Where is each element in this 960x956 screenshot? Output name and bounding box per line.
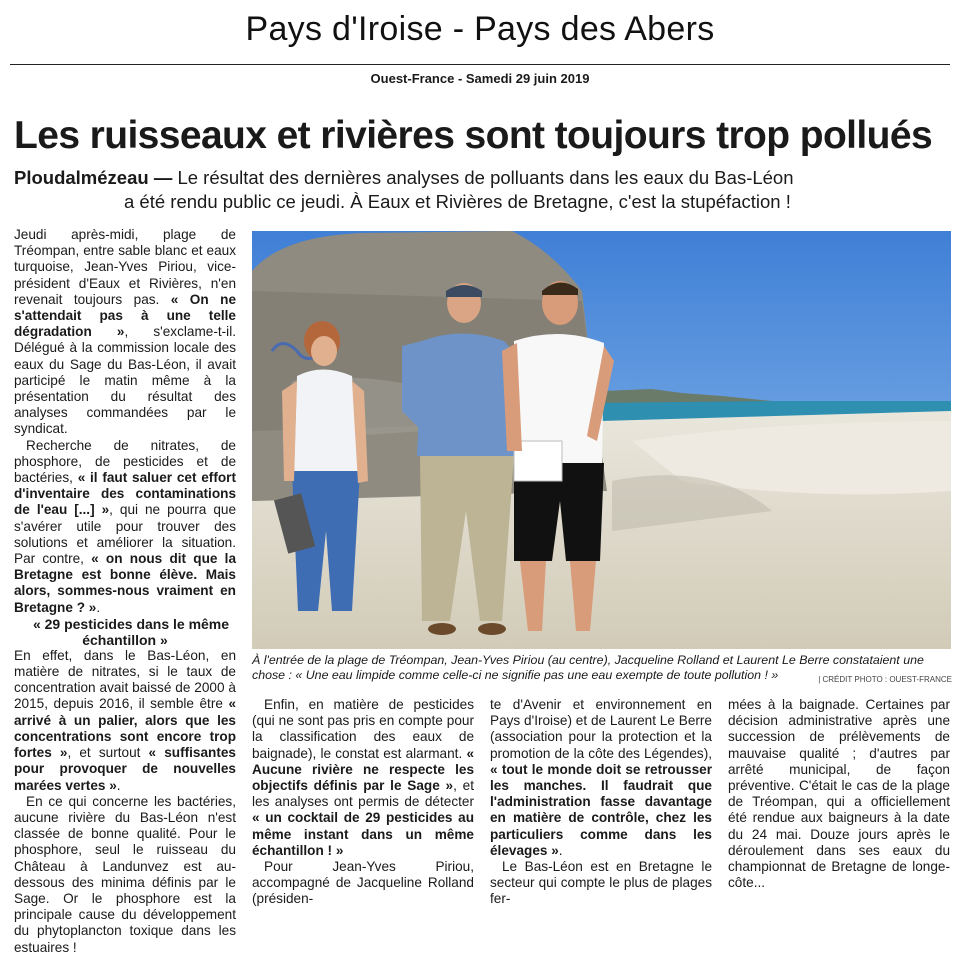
dateline: Ouest-France - Samedi 29 juin 2019 [370, 71, 590, 86]
photo-credit: | CRÉDIT PHOTO : OUEST-FRANCE [818, 675, 952, 684]
col4-paragraph-1: mées à la baignade. Certaines par décision administrative après une succession de prélèvements de mauvaise qualité ; d'autres par arrêté municipal, de façon préventive. C'était le cas de la plage de Tréompan, qui a officiellement été rendue aux baigneurs à la date du 24 mai. Douze jours après le déroulement dans ses eaux du championnat de Bretagne de longe-côte... [728, 697, 950, 891]
lead-line-2: a été rendu public ce jeudi. À Eaux et Rivières de Bretagne, c'est la stupéfaction ! [124, 191, 791, 212]
intertitle: « 29 pesticides dans le même échantillon » [32, 615, 230, 648]
article-column-1 [14, 227, 236, 956]
article-column-4 [728, 697, 950, 891]
lead-line-1: Le résultat des dernières analyses de polluants dans les eaux du Bas-Léon [172, 167, 794, 188]
col1-paragraph-2: Recherche de nitrates, de phosphore, de pesticides et de bactéries, « il faut saluer cet effort d'inventaire des contaminations de l'eau [...] », qui ne pourra que s'avérer utile pour trouver des solutions et améliorer la situation. Par contre, « on nous dit que la Bretagne est bonne élève. Mais alors, sommes-nous vraiment en Bretagne ? ». [14, 437, 237, 615]
col1-paragraph-3: En effet, dans le Bas-Léon, en matière de nitrates, si le taux de concentration avait baissé de 2000 à 2015, depuis 2016, il semble être « arrivé à un palier, alors que les concentrations sont encore trop fortes », et surtout « suffisantes pour provoquer de nouvelles marées vertes ». [14, 647, 236, 793]
col1-paragraph-1: Jeudi après-midi, plage de Tréompan, entre sable blanc et eaux turquoise, Jean-Yves Piriou, vice-président d'Eaux et Rivières, n'en revenait toujours pas. « On ne s'attendait pas à une telle dégradation », s'exclame-t-il. Délégué à la commission locale des eaux du Sage du Bas-Léon, il avait participé le matin même à la présentation du résultat des analyses commandées par le syndicat. [14, 227, 237, 437]
col3-paragraph-1: te d'Avenir et environnement en Pays d'Iroise) et de Laurent Le Berre (association pour la protection et la promotion de la côte des Légendes), « tout le monde doit se retrousser les manches. Il faudrait que l'administration fasse davantage en matière de contrôle, chez les particuliers comme dans les élevages ». [490, 697, 712, 858]
article-column-2 [252, 697, 474, 908]
caption-text: À l'entrée de la plage de Tréompan, Jean-Yves Piriou (au centre), Jacqueline Rolland et Laurent Le Berre constataient une chose : « Une eau limpide comme celle-ci ne signifie pas une eau exempte de toute pollution ! » [252, 653, 924, 682]
col1-paragraph-4: En ce qui concerne les bactéries, aucune rivière du Bas-Léon n'est classée de bonne qualité. Pour le phosphore, seul le ruisseau du Château à Landunvez est au-dessous des minima définis par le Sage. Or le phosphore est la principale cause du développement du phytoplancton toxique dans les estuaires ! [14, 793, 236, 955]
lead-paragraph [14, 166, 804, 214]
section-title: Pays d'Iroise - Pays des Abers [245, 10, 715, 48]
photo-caption [252, 653, 952, 687]
col2-paragraph-1: Enfin, en matière de pesticides (qui ne sont pas pris en compte pour la classification des eaux de baignade), le constat est alarmant. « Aucune rivière ne respecte les objectifs définis par le Sage », et les analyses ont permis de détecter « un cocktail de 29 pesticides au même instant dans un même échantillon ! » [252, 697, 474, 858]
headline: Les ruisseaux et rivières sont toujours trop pollués [14, 114, 933, 157]
lead-place: Ploudalmézeau — [14, 167, 173, 188]
col3-paragraph-2: Le Bas-Léon est en Bretagne le secteur qui compte le plus de plages fer- [490, 859, 712, 907]
header-rule [10, 64, 950, 65]
article-photo [252, 231, 951, 649]
article-column-3 [490, 697, 712, 908]
col2-paragraph-2: Pour Jean-Yves Piriou, accompagné de Jacqueline Rolland (présiden- [252, 859, 474, 907]
